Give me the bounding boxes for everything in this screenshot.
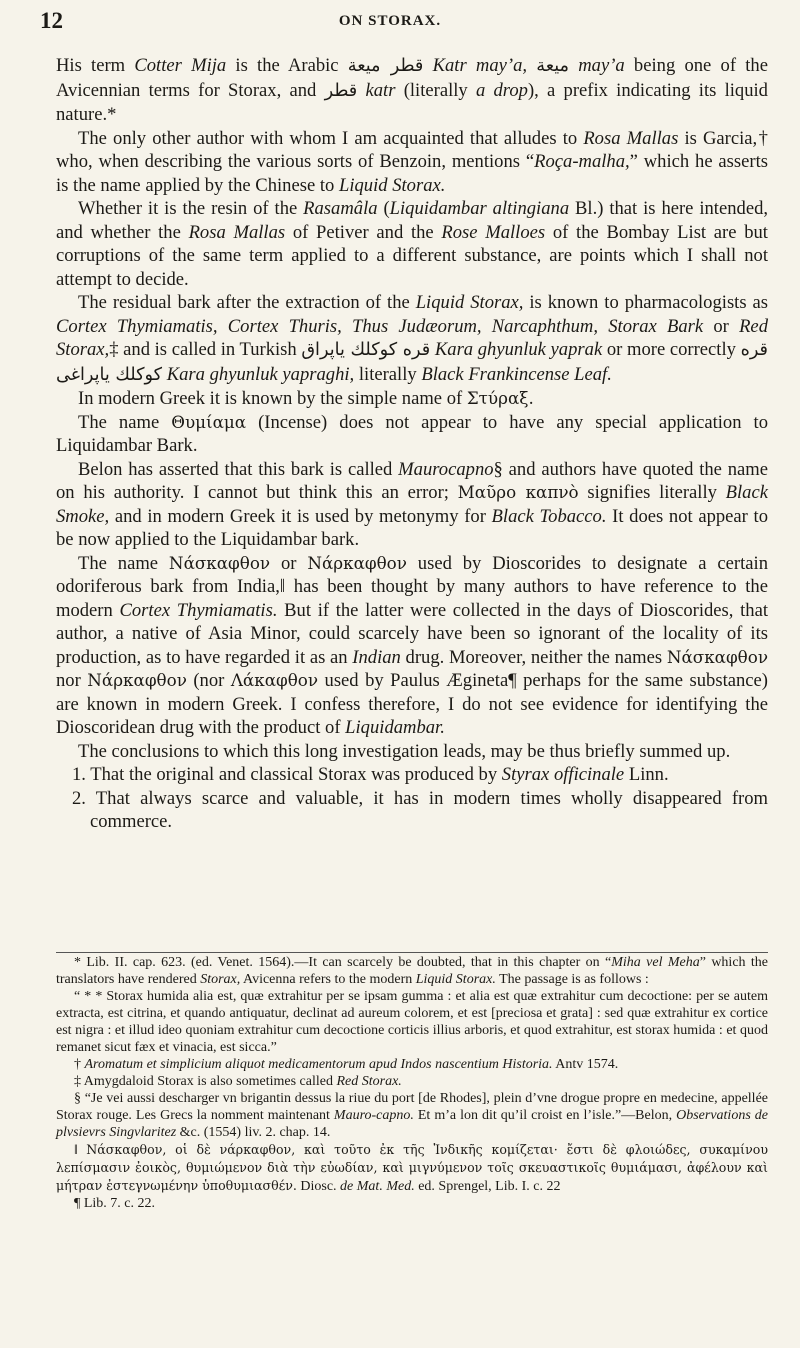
main-text xyxy=(56,54,768,834)
conclusion-1: 1. That the original and classical Storax was produced by Styrax officinale Linn. xyxy=(72,764,669,785)
footnote-belon: § “Je vei aussi descharger vn brigantin dessus la riue du port [de Rhodes], plein d’vne drogue propre en medecine, appellée Storax rouge. Les Grecs la nomment maintenant Mauro-capno. Et m’a lon dit qu’il croist en l’isle.”—Belon, Observations de plvsievrs Singvlaritez &c. (1554) liv. 2. chap. 14. xyxy=(56,1091,768,1140)
paragraph-modern-greek: In modern Greek it is known by the simple name of Στύραξ. xyxy=(78,388,534,409)
arabic-katr-maya: قطر ميعة xyxy=(347,56,424,76)
footnotes xyxy=(56,952,768,1212)
paragraph-conclusions: The conclusions to which this long investigation leads, may be thus briefly summed up. xyxy=(78,740,731,762)
arabic-katr: قطر xyxy=(324,80,358,101)
paragraph-garcia: The only other author with whom I am acquainted that alludes to Rosa Mallas is Garcia,† who, when describing the various sorts of Benzoin, mentions “Roça-malha,” which he asserts is the name applied by the Chinese to Liquid Storax. xyxy=(56,127,769,196)
greek-styrax: Στύραξ. xyxy=(466,388,534,408)
paragraph-dioscorides: The name Νάσκαφθον or Νάρκαφθον used by Dioscorides to designate a certain odoriferous bark from India,‖ has been thought by many authors to have reference to the modern Cortex Thymiamatis. But if the latter were collected in the days of Dioscorides, that author, a native of Asia Minor, could scarcely have been so ignorant of the locality of its production, as to have regarded it as an Indian drug. Moreover, neither the names Νάσκαφθον nor Νάρκαφθον (nor Λάκαφθον used by Paulus Ægineta¶ perhaps for the same substance) are known in modern Greek. I confess therefore, I do not see evidence for identifying the Dioscoridean drug with the product of Liquidambar. xyxy=(56,552,768,738)
turkish-kara-ghyunluk-yaprak: قره كوكلك ياپراق xyxy=(301,340,431,360)
greek-mauro-kapno: Μαῦρο καπνὸ xyxy=(457,482,579,502)
paragraph-rasamala: Whether it is the resin of the Rasamâla (Liquidambar altingiana Bl.) that is here intended, and whether the Rosa Mallas of Petiver and the Rose Malloes of the Bombay List are but corruptions of the same term applied to a different substance, are points which I shall not attempt to decide. xyxy=(56,198,769,290)
footnote-amygdaloid: ‡ Amygdaloid Storax is also sometimes called Red Storax. xyxy=(74,1074,402,1089)
footnote-latin-quote: “ * * Storax humida alia est, quæ extrahitur per se ipsam gumma : et alia est quæ extrahitur cum decoctione: per se autem extracta, est citrina, et quando antiquatur, declinat ad aureum colorem, et est [preciosa et grata] : sed quæ extrahitur ex cortice est nigra : et illud ideo quoniam extrahitur cum decoctione corticis illius arboris, et quod extrahitur, est storax humida : et quod remanet sicut fæx et vinacia, est sicca.” xyxy=(56,989,768,1055)
arabic-maya: ميعة xyxy=(536,56,570,76)
running-head: ON STORAX. xyxy=(338,13,442,29)
paragraph-arabic-term: His term Cotter Mija is the Arabic قطر ميعة Katr may’a, ميعة may’a being one of the Avicennian terms for Storax, and قطر katr (literally a drop), a prefix indicating its liquid nature.* xyxy=(56,55,768,125)
page-number: 12 xyxy=(40,8,63,33)
footnote-avicenna: * Lib. II. cap. 623. (ed. Venet. 1564).—It can scarcely be doubted, that in this chapter on “Miha vel Meha” which the translators have rendered Storax, Avicenna refers to the modern Liquid Storax. The passage is as follows : xyxy=(56,955,768,987)
footnote-paulus: ¶ Lib. 7. c. 22. xyxy=(74,1196,155,1211)
conclusion-2: 2. That always scarce and valuable, it has in modern times wholly disappeared from commerce. xyxy=(72,787,768,832)
turkish-kara-ghyunluk-yapraghi: قره كوكلك ياپراغى xyxy=(56,340,768,385)
footnote-garcia: † Aromatum et simplicium aliquot medicamentorum apud Indos nascentium Historia. Antv 1574. xyxy=(74,1057,619,1072)
paragraph-residual-bark: The residual bark after the extraction of the Liquid Storax, is known to pharmacologists as Cortex Thymiamatis, Cortex Thuris, Thus Judæorum, Narcaphthum, Storax Bark or Red Storax,‡ and is called in Turkish قره كوكلك ياپراق Kara ghyunluk yaprak or more correctly قره كوكلك ياپراغى Kara ghyunluk yapraghi, literally Black Frankincense Leaf. xyxy=(56,292,769,385)
paragraph-belon: Belon has asserted that this bark is called Maurocapno§ and authors have quoted the name on his authority. I cannot but think this an error; Μαῦρο καπνὸ signifies literally Black Smoke, and in modern Greek it is used by metonymy for Black Tobacco. It does not appear to be now applied to the Liquidambar bark. xyxy=(56,458,768,550)
page-header xyxy=(40,8,740,38)
paragraph-thymiama: The name Θυμίαμα (Incense) does not appear to have any special application to Liquidambar Bark. xyxy=(56,411,768,456)
greek-dioscorides-quote: Νάσκαφθον, οἱ δὲ νάρκαφθον, καὶ τοῦτο ἐκ τῆς Ἰνδικῆς κομίζεται· ἔστι δὲ φλοιώδες, συκαμίνου λεπίσμασιν ἐοικὸς, θυμιώμενον διὰ τὴν εὐωδίαν, καὶ μιγνύμενον τοῖς σκευαστικοῖς θυμιάμασι, ἀφέλουν καὶ μήτραν ἐστεγνωμένην ὑποθυμιασθέν. xyxy=(56,1142,768,1193)
greek-thymiama: Θυμίαμα xyxy=(171,411,247,432)
footnote-dioscorides: ‖ Νάσκαφθον, οἱ δὲ νάρκαφθον, καὶ τοῦτο ἐκ τῆς Ἰνδικῆς κομίζεται· ἔστι δὲ φλοιώδες, συκαμίνου λεπίσμασιν ἐοικὸς, θυμιώμενον διὰ τὴν εὐωδίαν, καὶ μιγνύμενον τοῖς σκευαστικοῖς θυμιάμασι, ἀφέλουν καὶ μήτραν ἐστεγνωμένην ὑποθυμιασθέν. Diosc. de Mat. Med. ed. Sprengel, Lib. I. c. 22 xyxy=(56,1142,768,1194)
